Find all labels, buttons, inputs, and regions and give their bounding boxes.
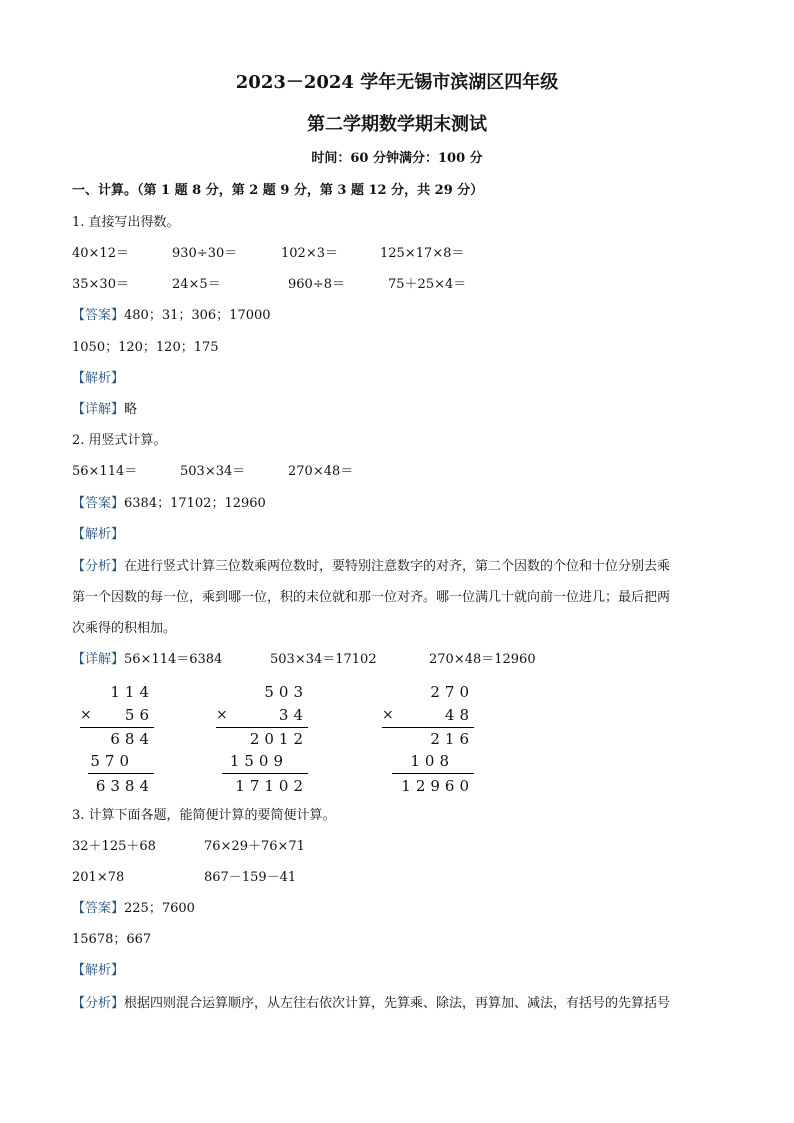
answer-text: 6384；17102；12960 xyxy=(124,496,266,511)
q2-detail xyxy=(72,652,222,668)
detail-eq: 270×48＝12960 xyxy=(429,652,536,667)
answer-text: 225；7600 xyxy=(124,901,195,916)
vc-partial2: 108 xyxy=(410,752,454,770)
time-info: 时间：60 分钟满分：100 分 xyxy=(311,151,483,166)
vc-line xyxy=(392,773,474,774)
section-heading: 一、计算。（第 1 题 8 分，第 2 题 9 分，第 3 题 12 分，共 29 分） xyxy=(72,183,484,198)
vc-partial2: 1509 xyxy=(229,752,288,770)
q1-problem: 75＋25×4＝ xyxy=(388,277,467,292)
vc-times-sign: × xyxy=(382,707,394,723)
vc-result: 12960 xyxy=(401,777,474,795)
vc-multiplier: 56 xyxy=(124,706,154,724)
q2-analysis xyxy=(72,558,670,576)
q3-problem: 32＋125＋68 xyxy=(72,839,156,854)
q3-answer xyxy=(72,901,195,917)
vc-times-sign: × xyxy=(80,707,92,723)
detail-eq: 503×34＝17102 xyxy=(270,652,377,667)
vc-line xyxy=(80,727,154,728)
q2-analysis-line3: 次乘得的积相加。 xyxy=(72,621,177,636)
vc-partial2: 570 xyxy=(90,752,134,770)
analysis-tag: 【分析】 xyxy=(72,559,125,574)
page-title: 2023－2024 学年无锡市滨湖区四年级 xyxy=(235,72,559,93)
detail-eq: 56×114＝6384 xyxy=(124,652,223,667)
q3-problem: 76×29＋76×71 xyxy=(204,839,305,854)
vc-partial1: 216 xyxy=(430,730,474,748)
q1-problem: 960÷8＝ xyxy=(288,277,345,292)
vertical-calc xyxy=(216,683,308,797)
q1-problem: 102×3＝ xyxy=(281,246,338,261)
answer-tag: 【答案】 xyxy=(72,308,125,323)
q2-problem: 503×34＝ xyxy=(180,464,246,479)
vertical-calc xyxy=(80,683,154,797)
q1-problem: 35×30＝ xyxy=(72,277,129,292)
answer-tag: 【答案】 xyxy=(72,496,125,511)
q2-answer xyxy=(72,496,266,512)
q1-problem: 24×5＝ xyxy=(172,277,221,292)
q1-problem: 125×17×8＝ xyxy=(380,246,465,261)
vc-partial1: 684 xyxy=(110,730,154,748)
q1-detail xyxy=(72,402,137,418)
q1-answer-line2: 1050；120；120；175 xyxy=(72,340,219,355)
q3-answer-line2: 15678；667 xyxy=(72,932,152,947)
vc-line xyxy=(88,773,154,774)
page-subtitle: 第二学期数学期末测试 xyxy=(307,114,487,135)
analysis-text: 在进行竖式计算三位数乘两位数时，要特别注意数字的对齐，第二个因数的个位和十位分别去乘 xyxy=(124,559,671,574)
vc-top: 270 xyxy=(430,683,474,701)
q1-title: 1. 直接写出得数。 xyxy=(72,215,180,230)
vertical-calc xyxy=(382,683,474,797)
q3-title: 3. 计算下面各题，能简便计算的要简便计算。 xyxy=(72,808,336,823)
vc-top: 114 xyxy=(110,683,154,701)
answer-text: 480；31；306；17000 xyxy=(124,308,271,323)
q3-problem: 201×78 xyxy=(72,870,125,885)
q2-problem: 56×114＝ xyxy=(72,464,138,479)
vc-partial1: 2012 xyxy=(249,730,308,748)
detail-tag: 【详解】 xyxy=(72,652,125,667)
q1-answer xyxy=(72,308,271,324)
analysis-text: 根据四则混合运算顺序，从左往右依次计算，先算乘、除法，再算加、减法，有括号的先算括号 xyxy=(124,996,671,1011)
vc-result: 6384 xyxy=(95,777,154,795)
vc-line xyxy=(216,727,308,728)
vc-result: 17102 xyxy=(235,777,308,795)
q2-jiexi-tag: 【解析】 xyxy=(72,527,125,542)
answer-tag: 【答案】 xyxy=(72,901,125,916)
vc-multiplier: 34 xyxy=(278,706,308,724)
q3-problem: 867－159－41 xyxy=(204,870,297,885)
analysis-tag: 【分析】 xyxy=(72,996,125,1011)
vc-multiplier: 48 xyxy=(444,706,474,724)
q3-jiexi-tag: 【解析】 xyxy=(72,963,125,978)
q1-problem: 930÷30＝ xyxy=(172,246,238,261)
vc-line xyxy=(222,773,308,774)
q3-analysis xyxy=(72,995,670,1013)
q2-analysis-line2: 第一个因数的每一位，乘到哪一位，积的末位就和那一位对齐。哪一位满几十就向前一位进几；最后把两 xyxy=(72,590,671,605)
detail-text: 略 xyxy=(124,402,138,417)
q1-jiexi-tag: 【解析】 xyxy=(72,371,125,386)
vc-line xyxy=(382,727,474,728)
detail-tag: 【详解】 xyxy=(72,402,125,417)
q1-problem: 40×12＝ xyxy=(72,246,129,261)
q2-title: 2. 用竖式计算。 xyxy=(72,433,167,448)
q2-problem: 270×48＝ xyxy=(288,464,354,479)
vc-top: 503 xyxy=(264,683,308,701)
vc-times-sign: × xyxy=(216,707,228,723)
